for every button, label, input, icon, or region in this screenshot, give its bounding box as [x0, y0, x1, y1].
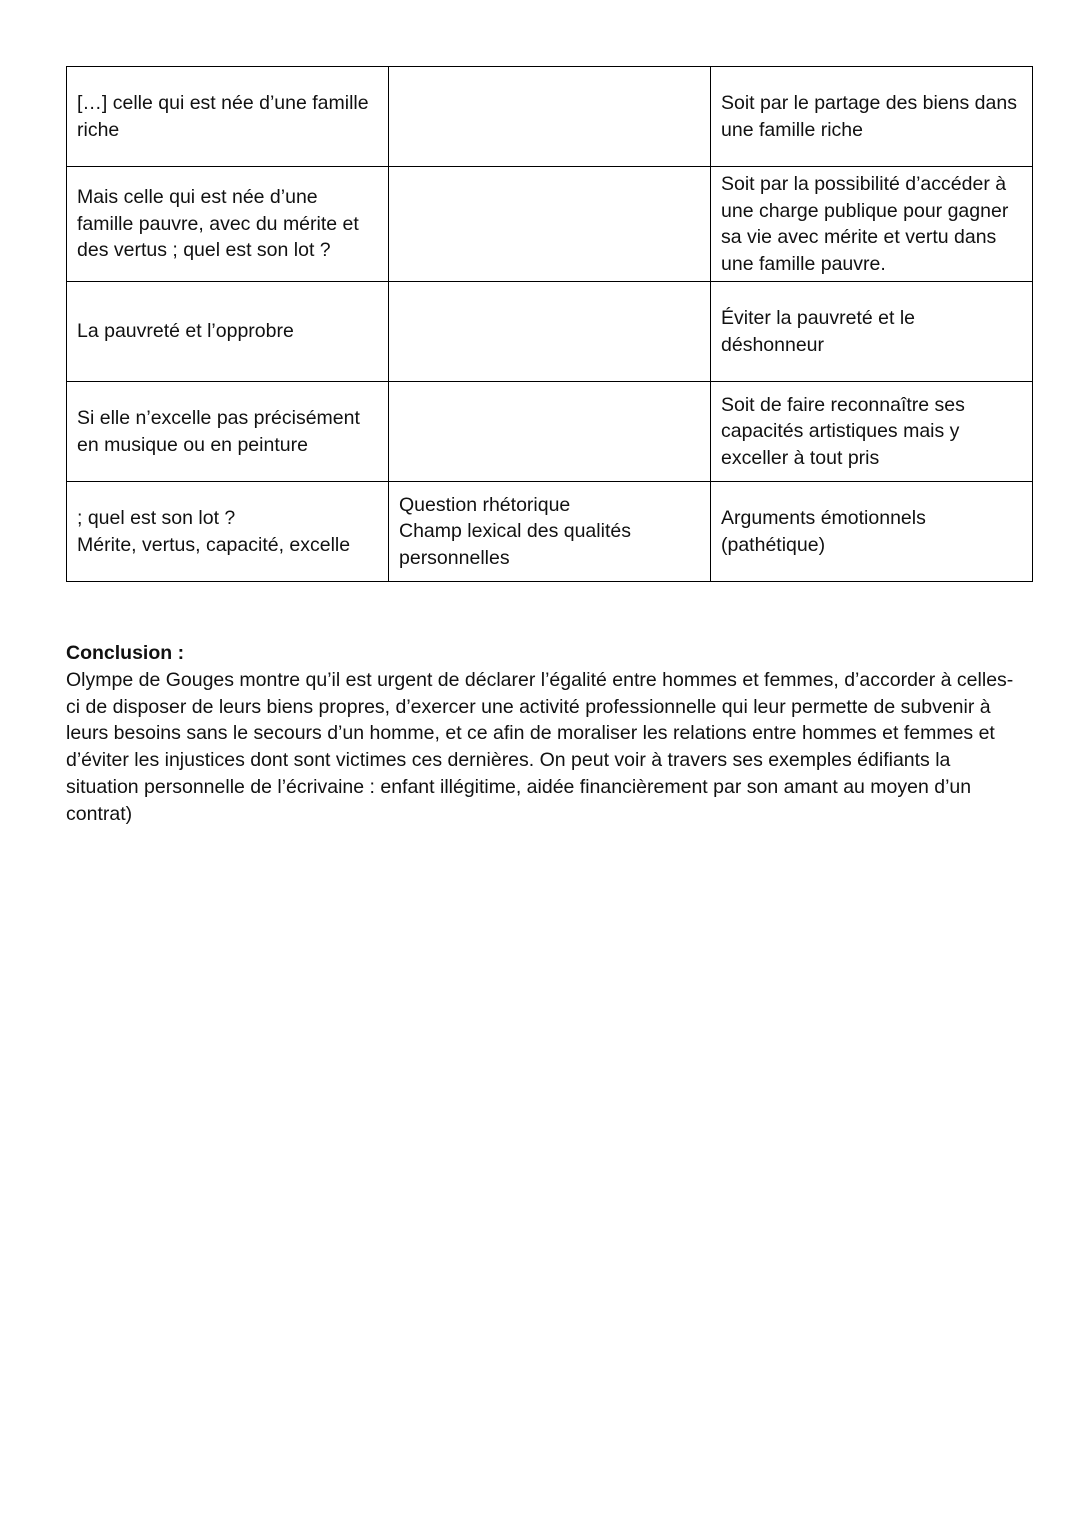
- table-cell-quote: [67, 482, 389, 582]
- table-cell-technique: [389, 282, 711, 382]
- cell-text: Arguments émotionnels (pathétique): [721, 507, 926, 556]
- table-cell-quote: [67, 67, 389, 167]
- analysis-table: [66, 66, 1033, 582]
- table-cell-technique: [389, 67, 711, 167]
- table-cell-quote: [67, 382, 389, 482]
- cell-text: Éviter la pauvreté et le déshonneur: [721, 307, 916, 356]
- cell-text: Si elle n’excelle pas précisément en musique ou en peinture: [77, 407, 360, 456]
- cell-text: La pauvreté et l’opprobre: [77, 320, 294, 343]
- cell-text: ; quel est son lot ? Mérite, vertus, capacité, excelle: [77, 507, 351, 556]
- cell-text: Mais celle qui est née d’une famille pauvre, avec du mérite et des vertus ; quel est son lot ?: [77, 186, 359, 262]
- table-cell-interpretation: [711, 382, 1033, 482]
- table-cell-interpretation: [711, 482, 1033, 582]
- cell-text: Soit par la possibilité d’accéder à une charge publique pour gagner sa vie avec mérite et vertu dans une famille pauvre.: [721, 173, 1009, 275]
- cell-text: Soit par le partage des biens dans une famille riche: [721, 92, 1017, 141]
- cell-text: Question rhétorique Champ lexical des qualités personnelles: [399, 493, 631, 569]
- table-cell-technique: [389, 482, 711, 582]
- table-cell-quote: [67, 282, 389, 382]
- table-row: [67, 282, 1033, 382]
- table-cell-technique: [389, 167, 711, 282]
- conclusion-paragraph: Olympe de Gouges montre qu’il est urgent de déclarer l’égalité entre hommes et femmes, d’accorder à celles-ci de disposer de leurs biens propres, d’exercer une activité professionnelle qui leur permette de subvenir à leurs besoins sans le secours d’un homme, et ce afin de moraliser les relations entre hommes et femmes et d’éviter les injustices dont sont victimes ces dernières. On peut voir à travers ses exemples édifiants la situation personnelle de l’écrivaine : enfant illégitime, aidée financièrement par son amant au moyen d’un contrat): [66, 668, 1014, 825]
- table-row: [67, 167, 1033, 282]
- cell-text: […] celle qui est née d’une famille riche: [77, 92, 369, 141]
- table-cell-interpretation: [711, 67, 1033, 167]
- table-row: [67, 67, 1033, 167]
- table-row: [67, 382, 1033, 482]
- table-cell-interpretation: [711, 167, 1033, 282]
- table-row: [67, 482, 1033, 582]
- table-cell-interpretation: [711, 282, 1033, 382]
- conclusion-heading: Conclusion :: [66, 642, 185, 664]
- conclusion-section: [66, 640, 1016, 828]
- cell-text: Soit de faire reconnaître ses capacités artistiques mais y exceller à tout pris: [721, 393, 965, 469]
- table-cell-technique: [389, 382, 711, 482]
- table-cell-quote: [67, 167, 389, 282]
